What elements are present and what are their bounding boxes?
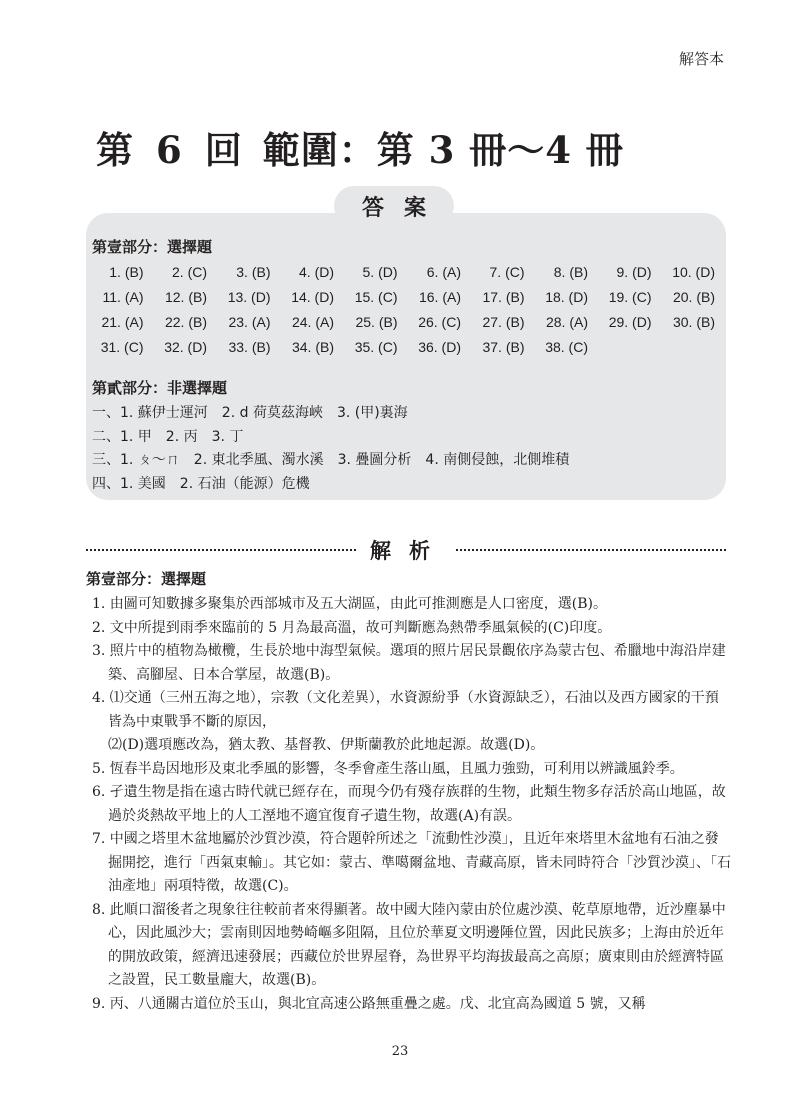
explanation-divider <box>86 539 726 563</box>
explanation-item <box>92 617 732 641</box>
explanation-item <box>92 899 732 993</box>
answer-item: 38. (C) <box>545 339 588 355</box>
answer-grid <box>90 262 720 358</box>
answer-item: 7. (C) <box>489 264 525 280</box>
divider-dots-left <box>86 549 356 551</box>
explanation-text: 4. ⑴交通（三州五海之地），宗教（文化差異），水資源紛爭（水資源缺乏），石油以及西方國家的干預皆為中東戰爭不斷的原因， <box>92 690 719 730</box>
answer-item: 26. (C) <box>418 314 461 330</box>
explanation-text: 8. 此順口溜後者之現象往往較前者來得顯著。故中國大陸內蒙由於位處沙漠、乾草原地帶，近沙塵暴中心，因此風沙大；雲南則因地勢崎嶇多阻隔，且位於華夏文明邊陲位置，因此民族多；上海由於近年的開放政策，經濟迅速發展；西藏位於世界屋脊，為世界平均海拔最高之高原；廣東則由於經濟特區之設置，民工數量龐大，故選(B)。 <box>92 901 726 988</box>
answer-row: 三、1. ㄆ～ㄇ 2. 東北季風、濁水溪 3. 疊圖分析 4. 南側侵蝕，北側堆積 <box>92 452 570 468</box>
title-prefix: 第 <box>96 128 134 172</box>
explanation-text: ⑵(D)選項應改為，猶太教、基督教、伊斯蘭教於此地起源。故選(D)。 <box>108 737 545 753</box>
answer-item: 27. (B) <box>482 314 525 330</box>
explanation-text: 9. 丙、八通關古道位於玉山，與北宜高速公路無重疊之處。戊、北宜高為國道 5 號，又稱 <box>92 995 646 1012</box>
explanation-item <box>92 640 732 687</box>
answer-item: 21. (A) <box>101 314 144 330</box>
answer-row: 四、1. 美國 2. 石油（能源）危機 <box>92 475 310 492</box>
answer-item: 29. (D) <box>608 314 652 330</box>
explanation-heading: 第壹部分：選擇題 <box>86 570 207 588</box>
explanation-label: 解析 <box>370 539 448 563</box>
answer-item: 3. (B) <box>236 264 271 280</box>
answer-item: 30. (B) <box>672 314 715 330</box>
answer-item: 14. (D) <box>291 289 334 305</box>
answer-item: 6. (A) <box>426 264 461 280</box>
answer-row: 二、1. 甲 2. 丙 3. 丁 <box>92 428 244 445</box>
page-title <box>96 128 624 172</box>
answer-item: 5. (D) <box>362 264 398 280</box>
answer-item: 4. (D) <box>299 264 334 280</box>
answer-row: 一、1. 蘇伊士運河 2. d 荷莫茲海峽 3. (甲)裏海 <box>92 405 408 421</box>
explanation-text: 6. 孑遺生物是指在遠古時代就已經存在，而現今仍有殘存族群的生物，此類生物多存活於高山地區，故過於炎熱故平地上的人工溼地不適宜復育孑遺生物，故選(A)有誤。 <box>92 784 726 824</box>
answer-item: 18. (D) <box>545 289 588 305</box>
answer-item: 37. (B) <box>482 339 525 355</box>
explanation-text: 7. 中國之塔里木盆地屬於沙質沙漠，符合題幹所述之「流動性沙漠」，且近年來塔里木盆地有石油之發掘開挖，進行「西氣東輸」。其它如：蒙古、準噶爾盆地、青藏高原，皆未同時符合「沙質沙漠」、「石油產地」兩項特徵，故選(C)。 <box>92 831 731 894</box>
answer-item: 25. (B) <box>355 314 398 330</box>
answer-item: 28. (A) <box>545 314 588 330</box>
answer-item: 23. (A) <box>228 314 271 330</box>
answer-item: 2. (C) <box>172 264 207 280</box>
explanation-item <box>92 593 732 617</box>
answer-item: 35. (C) <box>354 339 398 355</box>
divider-dots-right <box>456 549 726 551</box>
answer-item: 1. (B) <box>109 264 144 280</box>
explanation-text: 2. 文中所提到雨季來臨前的 5 月為最高溫，故可判斷應為熱帶季風氣候的(C)印度。 <box>92 619 612 636</box>
answer-item: 16. (A) <box>418 289 461 305</box>
explanation-item <box>92 758 732 782</box>
title-number: 6 <box>156 128 183 172</box>
explanation-item <box>92 828 732 899</box>
answer-item: 33. (B) <box>228 339 271 355</box>
title-range: 範圍：第 3 冊～4 冊 <box>262 128 624 172</box>
answer-item: 9. (D) <box>616 264 652 280</box>
answer-item: 20. (B) <box>672 289 715 305</box>
answer-item: 22. (B) <box>164 314 207 330</box>
explanation-text: 1. 由圖可知數據多聚集於西部城市及五大湖區，由此可推測應是人口密度，選(B)。 <box>92 596 608 612</box>
explanation-item <box>92 781 732 828</box>
non-multiple-choice-answers <box>92 402 722 496</box>
answer-part2-heading: 第貳部分：非選擇題 <box>92 379 228 397</box>
answer-part1-heading: 第壹部分：選擇題 <box>92 238 213 256</box>
explanation-item <box>92 993 732 1017</box>
answer-label: 答案 <box>334 186 454 226</box>
answer-item: 12. (B) <box>164 289 207 305</box>
answer-item: 19. (C) <box>608 289 652 305</box>
answer-item: 17. (B) <box>482 289 525 305</box>
explanation-item <box>92 687 732 758</box>
answer-item: 24. (A) <box>291 314 334 330</box>
header-label: 解答本 <box>678 50 724 68</box>
answer-item: 8. (B) <box>553 264 588 280</box>
answer-item: 32. (D) <box>164 339 207 355</box>
answer-item: 13. (D) <box>227 289 271 305</box>
explanation-list <box>92 593 732 1016</box>
page-number: 23 <box>391 1044 409 1059</box>
answer-item: 36. (D) <box>418 339 461 355</box>
explanation-text: 3. 照片中的植物為橄欖，生長於地中海型氣候。選項的照片居民景觀依序為蒙古包、希臘地中海沿岸建築、高腳屋、日本合掌屋，故選(B)。 <box>92 643 726 683</box>
answer-item: 10. (D) <box>672 264 715 280</box>
explanation-text: 5. 恆春半島因地形及東北季風的影響，冬季會產生落山風，且風力強勁，可利用以辨識風鈴季。 <box>92 760 684 777</box>
answer-item: 15. (C) <box>354 289 398 305</box>
title-suffix: 回 <box>204 128 243 172</box>
answer-item: 34. (B) <box>291 339 334 355</box>
answer-item: 31. (C) <box>100 339 144 355</box>
answer-item: 11. (A) <box>102 289 144 305</box>
